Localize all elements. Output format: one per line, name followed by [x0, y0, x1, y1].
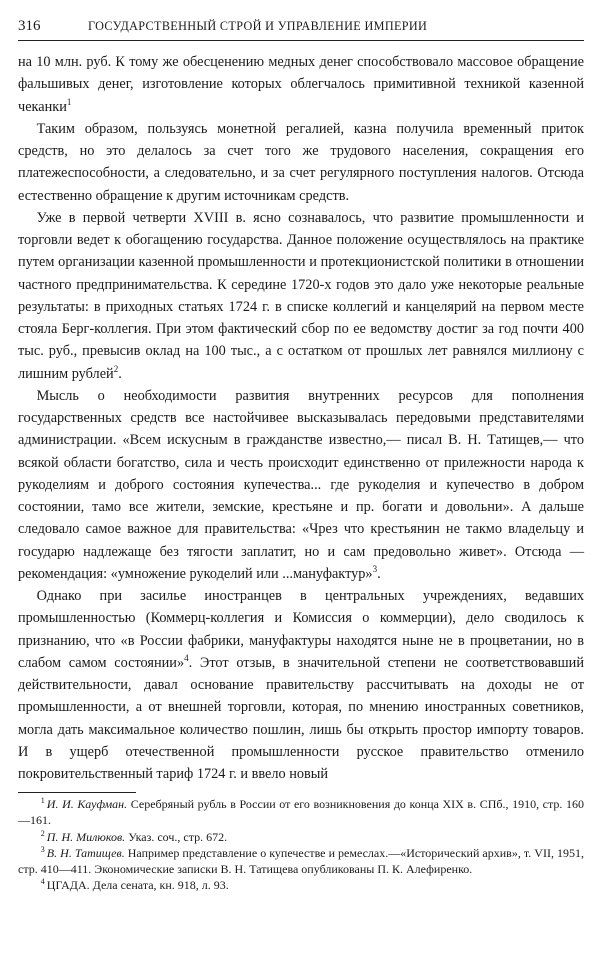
paragraph: Мысль о необходимости развития внутренних ресурсов для пополнения государственных средств все настойчивее высказывалась передовыми представителями администрации. «Всем искусным в гражданстве известно,— писал В. Н. Татищев,— что всякой области богатство, сила и честь происходит единственно от прилежности народа к рукоделиям и доброго состояния купечества... где рукоделия и купечество в добром состоянии, тамо все жители, земские, крестьяне и пр. богати и довольни». А дальше следовало самое важное для правительства: «Чрез что крестьянин не такмо владельцу и государю надлежаще без тягости заплатит, но и сам предовольно живет». Отсюда — рекомендация: «умножение рукоделий или ...мануфактур»$^3$.: [18, 387, 584, 582]
paragraph: на 10 млн. руб. К тому же обесценению медных денег способствовало массовое обращение фальшивых денег, изготовление которых облегчалось примитивной техникой казенной чеканки$^1$: [18, 54, 584, 115]
footnote-ref: 1: [66, 96, 72, 107]
footnote-ref: 4: [184, 652, 189, 663]
paragraph: Таким образом, пользуясь монетной регалией, казна получила временный приток средств, но это делалось за счет того же трудового населения, сокращения его платежеспособности, а следовательно, и за счет регулярного поступления налогов. Отсюда естественно обращение к другим источникам средств.: [18, 120, 584, 204]
footnote-rule: [18, 792, 136, 793]
paragraph: Однако при засилье иностранцев в центральных учреждениях, ведавших промышленностью (Коммерц-коллегия и Комиссия о коммерции), дело сводилось к признанию, что «в России фабрики, мануфактуры находятся ныне не в процветании, но в слабом самом состоянии»$^4$. Этот отзыв, в значительной степени не соответствовавший действительности, давал основание правительству рассчитывать на доходы не от промышленности, а от внешней торговли, которая, по мнению иностранных советников, могла дать максимальное количество пошлин, лишь бы открыть простор импорту товаров. И в ущерб отечественной промышленности русское правительство отменило покровительственный тариф 1724 г. и ввело новый: [18, 588, 584, 782]
footnote: $^3$ В. Н. Татищев. Например представление о купечестве и ремеслах.—«Исторический архив», т. VII, 1951, стр. 410—411. Экономические записки В. Н. Татищева опубликованы П. К. Алефиренко.: [18, 844, 585, 877]
footnotes: [18, 792, 584, 893]
book-page: [18, 18, 584, 893]
footnote: $^2$ П. Н. Милюков. Указ. соч., стр. 672.: [40, 828, 228, 844]
footnote-ref: 2: [113, 363, 119, 374]
main-text: [18, 51, 584, 785]
footnote-ref: 3: [372, 563, 378, 574]
paragraph: Уже в первой четверти XVIII в. ясно сознавалось, что развитие промышленности и торговли ведет к обогащению государства. Данное положение осуществлялось на практике путем организации казенной промышленности и протекционистской политики в отношении частного предпринимательства. К середине 1720-х годов это дало уже некоторые реальные результаты: в приходных статьях 1724 г. в списке коллегий и канцелярий на первом месте стояла Берг-коллегия. При этом фактический сбор по ее ведомству достиг за год почти 400 тыс. руб., превысив оклад на 100 тыс., а с остатком от прошлых лет равнялся миллиону с лишним рублей$^2$.: [18, 209, 584, 382]
page-number: 316: [18, 18, 41, 34]
footnote: $^1$ И. И. Кауфман. Серебряный рубль в России от его возникновения до конца XIX в. СПб., 1910, стр. 160—161.: [18, 796, 584, 828]
footnote: $^4$ ЦГАДА. Дела сената, кн. 918, л. 93.: [40, 877, 229, 893]
running-title: ГОСУДАРСТВЕННЫЙ СТРОЙ И УПРАВЛЕНИЕ ИМПЕРИИ: [88, 19, 428, 33]
running-header: [18, 18, 584, 41]
